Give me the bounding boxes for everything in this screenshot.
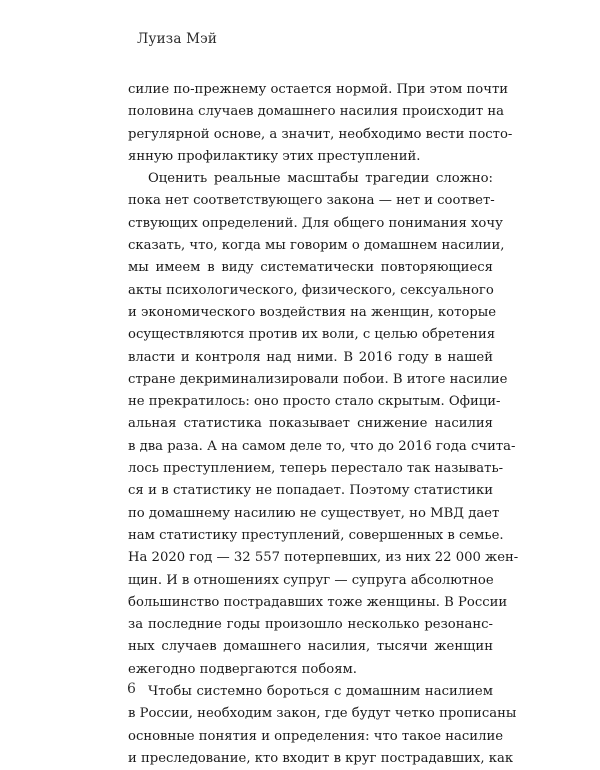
- text-line: лось преступлением, теперь перестало так называть-: [128, 461, 504, 477]
- text-line: не прекратилось: оно просто стало скрытым. Офици-: [128, 394, 501, 410]
- text-line: янную профилактику этих преступлений.: [128, 148, 421, 164]
- text-line: Чтобы системно бороться с домашним насилием: [148, 684, 493, 700]
- text-line: осуществляются против их воли, с целью обретения: [128, 327, 496, 343]
- text-line: за последние годы произошло несколько резонанс-: [128, 617, 493, 633]
- paragraph: [128, 681, 517, 770]
- text-line: и экономического воздействия на женщин, которые: [128, 304, 497, 320]
- paragraph: [128, 79, 513, 168]
- text-line: ствующих определений. Для общего понимания хочу: [128, 215, 503, 231]
- text-line: в России, необходим закон, где будут четко прописаны: [128, 706, 517, 722]
- text-line: На 2020 год — 32 557 потерпевших, из них 22 000 жен-: [128, 550, 519, 566]
- text-line: альная статистика показывает снижение насилия: [128, 416, 493, 432]
- running-head-author: Луиза Мэй: [137, 31, 218, 47]
- text-line: в два раза. А на самом деле то, что до 2016 года счита-: [128, 438, 516, 454]
- text-line: власти и контроля над ними. В 2016 году в нашей: [128, 349, 493, 365]
- text-line: половина случаев домашнего насилия происходит на: [128, 104, 504, 120]
- text-line: пока нет соответствующего закона — нет и соответ-: [128, 193, 495, 209]
- text-line: нам статистику преступлений, совершенных в семье.: [128, 527, 504, 543]
- paragraph: [128, 168, 519, 681]
- text-line: силие по-прежнему остается нормой. При этом почти: [128, 82, 509, 97]
- text-line: стране декриминализировали побои. В итоге насилие: [128, 371, 508, 387]
- text-line: основные понятия и определения: что такое насилие: [128, 728, 504, 744]
- text-line: акты психологического, физического, сексуального: [128, 282, 494, 298]
- text-line: ся и в статистику не попадает. Поэтому статистики: [128, 483, 493, 499]
- text-line: большинство пострадавших тоже женщины. В России: [128, 594, 508, 610]
- text-line: сказать, что, когда мы говорим о домашнем насилии,: [128, 238, 505, 254]
- text-line: Оценить реальные масштабы трагедии сложно:: [148, 171, 493, 187]
- text-line: ных случаев домашнего насилия, тысячи женщин: [128, 639, 493, 655]
- text-line: и преследование, кто входит в круг пострадавших, как: [128, 750, 514, 766]
- text-line: по домашнему насилию не существует, но МВД дает: [128, 505, 500, 521]
- text-line: регулярной основе, а значит, необходимо вести посто-: [128, 126, 513, 142]
- body-text: [128, 79, 519, 770]
- page-number: 6: [127, 681, 136, 697]
- text-line: щин. И в отношениях супруг — супруга абсолютное: [128, 572, 494, 588]
- text-line: мы имеем в виду систематически повторяющиеся: [128, 260, 493, 276]
- text-line: ежегодно подвергаются побоям.: [128, 661, 357, 677]
